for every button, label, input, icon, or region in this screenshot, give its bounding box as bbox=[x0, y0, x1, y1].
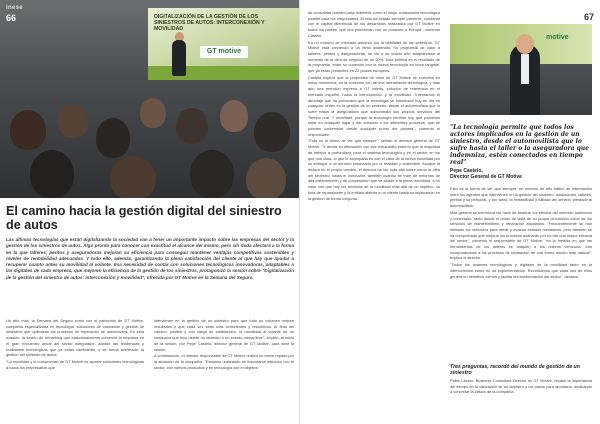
speaker-face bbox=[516, 34, 534, 54]
speaker-portrait bbox=[450, 24, 592, 115]
audience-head bbox=[10, 110, 46, 150]
conference-photo bbox=[0, 0, 300, 198]
paragraph: Pablo Lázaro, Business Consultant Director de GT Motive, repasó la importancia del tiempo en la valoración de un siniestro y los pasos para abordarla, dedicando a concretar la sesión de la compañía bbox=[450, 378, 592, 395]
paragraph: Esto es la forma de ver que siempre, un entorno de alto tráfico de información entre los agentes que intervienen en la gestión del siniestro: mediadores, talleres, peritos y su personal, y por tanto, la rentabilidad y calidad del servicio prestado al automovilista. bbox=[450, 186, 592, 209]
text-column bbox=[450, 378, 592, 396]
audience-head bbox=[96, 118, 130, 158]
paragraph: Un año más, la Semana del Seguro contó con el patrocinio de GT Motive, compañía especializada en tecnología, soluciones de valoración y gestión de siniestros que optimizan los procesos de reparación de automóviles. En esta ocasión, la sesión de remarking que tradicionalmente comenzó la empresa en el gran encuentro anual del sector asegurador, abordó las tendencias y realidades tecnológicas que ya están cambiando, y de forma acelerada, la gestión del siniestro de autos. bbox=[6, 318, 144, 358]
audience-head bbox=[190, 150, 234, 198]
audience-head bbox=[246, 158, 286, 198]
section-subhead: Tres preguntas, recordó del mundo de gestión de un siniestro bbox=[450, 364, 580, 376]
gt-motive-logo: GT motive bbox=[200, 46, 248, 58]
page-number: 67 bbox=[583, 12, 594, 22]
audience-head bbox=[58, 104, 88, 138]
audience-head bbox=[176, 108, 208, 144]
pull-quote: "La tecnología permite que todos los actores implicados en la gestión de un siniestro, desde el automovilista que lo sufre hasta el taller o la aseguradora que indemniza, estén conectados en tiempo real" bbox=[450, 124, 589, 166]
paragraph: Castelo explicó que la propuesta de valor de GT Motive se concreta en estos momentos, en la conexión con de una herramienta tecnológica, y más aún una mención expresa a GT Infinity, solución de referencia en el mercado español, hacia la interconexión y la movilidad. "Intentamos el abordaje que ha provocado que la tecnología se introduzca hoy en día en cualquier orden en la gestión de un siniestro, desde el automovilista que lo sufre hasta la aseguradora que subcontrata sus propios servicios del Tiempo real. Y movilidad, porque la tecnología permite hoy que podamos estar en cualquier lugar y dar solución a los diferentes procesos, que se pueden contemplar desde cualquier punto del planeta", comentó el responsable. bbox=[308, 74, 440, 137]
audience-head bbox=[254, 112, 290, 152]
backdrop-logo: motive bbox=[546, 34, 569, 41]
paragraph: "Esta es la forma de ver que siempre", señaló el director general de GT Motive. "Y desde su afirmación con ese exhaustivo entorno que la magnitud de reflejos a profundizar, para el sistema tecnológico y en el sector en los que nos sitúa, lo que le acompaña es con el valor de la nueva movilidad por su enfoque a un servicio conectado por la realidad y sostenible. Aunque la lectura en el propio cambio, el director ha ido más allá sobre cómo la cifra del siniestro, hasta el conductor, también cuando se trate de entornos de alta interconexión y de cooperación que se añade a la plena movilidad, a un valor con que hoy los servicios de la movilidad más allá de un objetivo, su flota de reparadores y la entidad abierta a un cliente hasta su implicación en la gestión de forma conjunta. bbox=[308, 138, 440, 201]
paragraph: En un entorno de mercado adverso por la debilidad de los siniestros, GT Motive está creciendo a un ritmo sostenido. Su propuesta de valor a talleres, peritos y aseguradoras, se vio a su cuarto año adaptándose al aumento de la cifra de negocio de un 20%. Esta política es el resultado de la propuesta, entre su conexión con la nueva tecnología en línea tangible, que ya están presentes en 22 países europeos. bbox=[308, 39, 440, 74]
speaker-figure bbox=[172, 40, 186, 76]
speaker-shirt bbox=[521, 54, 529, 84]
audience-head bbox=[140, 98, 166, 128]
article-lead: Las últimas tecnologías que están digitalizando la sociedad van a tener un importante impacto sobre las empresas del sector y la gestión de los siniestros de autos. Algo pronto para conocer con exactitud el alcance del mismo, pero sin duda afectará a la forma en la que talleres, peritos y aseguradoras mejoran su eficiencia para conseguir mantener ventajas competitivas sostenibles y niveles de rentabilidad adecuados. Y todo ello, además, garantizando la plena satisfacción del cliente al que hay que ayudar a recuperar cuanto antes su movilidad al volante. Esa necesidad de contar con soluciones tecnológicas innovadoras, adaptables a las digitales de cada empresa, que mejoren la eficiencia de la gestión de los siniestros, protagonizó la sesión sobre "Digitalización de la gestión del siniestro de autos: interconexión y movilidad", ofrecida por GT Motive en la Semana del Seguro. bbox=[6, 237, 294, 280]
screen-stripe bbox=[148, 66, 300, 80]
text-column bbox=[450, 186, 592, 280]
paragraph: Más general se menciona los hace de analizar los efectos del vehículo autónomo y conectado, tanto desde el punto de vista de su propia circulación como de los servicios de mantenimiento y reparación asociados. "Frecuentemente se han utilizado los vehículos para medir y evaluar estados mecánicos, pero también se ha comprobado que mejorar los procesos acabarán por no dar una mayor eficacia del sector", comentó el responsable de GT Motive, "en la medida en que las herramientas de los talleres se adapten a los nuevos vehículos, irán incorporándose a los procesos de reparación de una forma mucho más natural", explicó el director. bbox=[450, 209, 592, 261]
paragraph: "La movilidad y el compromiso de GT Motive es aportar soluciones tecnológicas a todos los empresarios que bbox=[6, 358, 144, 370]
audience-head bbox=[220, 100, 248, 132]
magazine-brand: inese bbox=[6, 5, 23, 11]
text-column bbox=[308, 10, 440, 202]
audience-head bbox=[30, 150, 74, 198]
paragraph: A continuación, el director responsable de GT Motive realizó un breve repaso por la situación de la compañía. "Estamos realizando un importante esfuerzo con el sector, con nuevos productos y en tecnología con el objetivo bbox=[154, 353, 294, 370]
audience-head bbox=[110, 156, 156, 198]
right-page bbox=[300, 0, 600, 424]
text-column bbox=[154, 318, 294, 371]
quote-author-role: Director General de GT Motive bbox=[450, 174, 522, 180]
article-headline: El camino hacia la gestión digital del siniestro de autos bbox=[6, 204, 282, 232]
page-number: 66 bbox=[6, 13, 17, 23]
text-column bbox=[6, 318, 144, 371]
quote-author: Pepe Castelo, bbox=[450, 168, 483, 174]
screen-title: DIGITALIZACIÓN DE LA GESTIÓN DE LOS SINIESTROS DE AUTOS: INTERCONEXIÓN Y MOVILIDAD bbox=[154, 14, 265, 32]
paragraph: de consolidar nuestro paso indeleble como el mejor colaborador tecnológico posible para los empresarios. El reto ha estado siempre presente, combinar con el capital diferencial de los desarrollos realizados por GT Motive en todos los países, que nos posicionan con un producto a Europa", comentó Castelo. bbox=[308, 10, 440, 38]
paragraph: "Todos los avances tecnológicos y digitales de la movilidad tanto en la interconexión como en su implementación. Recordamos que cada uno de ellos genera un beneficio común y facilita la transformación del sector", destacó. bbox=[450, 262, 592, 279]
presentation-screen bbox=[148, 8, 300, 80]
paragraph: intervienen en la gestión de un siniestro para que todo su volumen mejore resultados y que cada vez sean más conscientes y resolutivos. Al final del camino, posible y con carga de satisfacción, la movilidad al volante de un conductor que tuvo detrás un siniestro o un evento menor/leve", explicó, al inicio de la sesión, por Pepe Castelo, director general de GT Motive, para abrir la sesión. bbox=[154, 318, 294, 352]
